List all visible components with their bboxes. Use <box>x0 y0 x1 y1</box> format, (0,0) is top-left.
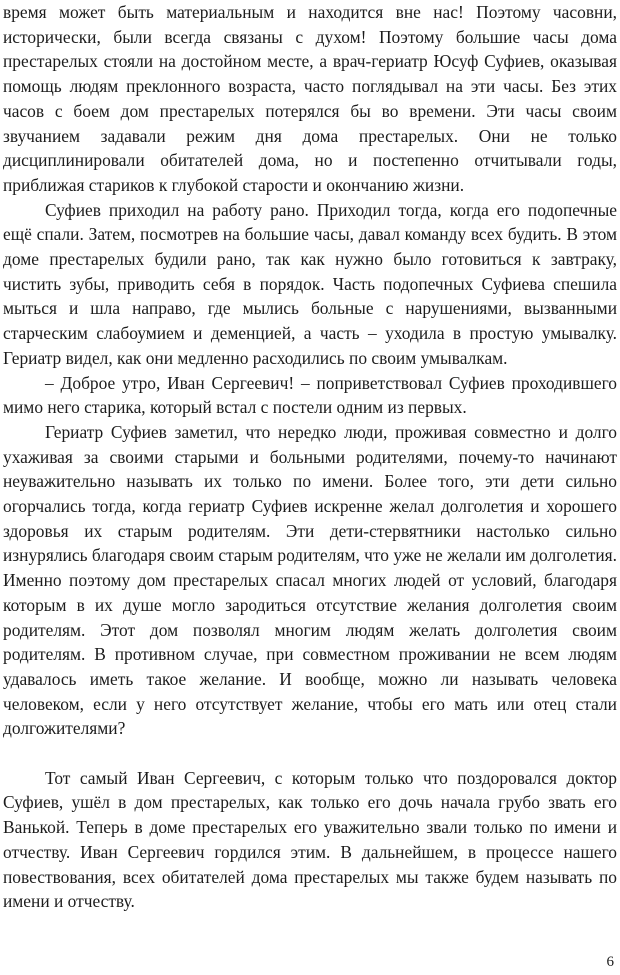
paragraph-continuation: время может быть материальным и находится вне нас! Поэтому часовни, исторически, были всегда связаны с духом! Поэтому большие часы дома престарелых стояли на достойном месте, а врач-гериатр Юсуф Суфиев, оказывая помощь людям преклонного возраста, часто поглядывал на эти часы. Без этих часов с боем дом престарелых потерялся бы во времени. Эти часы своим звучанием задавали режим дня дома престарелых. Они не только дисциплинировали обитателей дома, но и постепенно отчитывали годы, приближая стариков к глубокой старости и окончанию жизни. <box>3 2 617 195</box>
document-page <box>3 0 617 914</box>
paragraph-ivan-sergeevich: Тот самый Иван Сергеевич, с которым только что поздоровался доктор Суфиев, ушёл в дом престарелых, как только его дочь начала грубо звать его Ванькой. Теперь в доме престарелых его уважительно звали только по имени и отчеству. Иван Сергеевич гордился этим. В дальнейшем, в процессе нашего повествования, всех обитателей дома престарелых мы также будем называть по имени и отчеству. <box>3 767 617 912</box>
paragraph-greeting: – Доброе утро, Иван Сергеевич! – поприветствовал Суфиев проходившего мимо него старика, который встал с постели одним из первых. <box>3 372 617 418</box>
page-number: 6 <box>606 954 614 970</box>
paragraph-observation: Гериатр Суфиев заметил, что нередко люди, проживая совместно и долго ухаживая за своими старыми и больными родителями, почему-то начинают неуважительно называть их только по имени. Более того, эти дети сильно огорчались тогда, когда гериатр Суфиев искренне желал долголетия и хорошего здоровья их старым родителям. Эти дети-стервятники настолько сильно изнурялись благодаря своим старым родителям, что уже не желали им долголетия. Именно поэтому дом престарелых спасал многих людей от условий, благодаря которым в их душе могло зародиться отсутствие желания долголетия своим родителям. Этот дом позволял многим людям желать долголетия своим родителям. В противном случае, при совместном проживании не всем людям удавалось иметь такое желание. И вообще, можно ли называть человека человеком, если у него отсутствует желание, чтобы его мать или отец стали долгожителями? <box>3 421 617 739</box>
paragraph-gap <box>3 741 617 766</box>
paragraph-sufiev-arrival: Суфиев приходил на работу рано. Приходил тогда, когда его подопечные ещё спали. Затем, посмотрев на большие часы, давал команду всех будить. В этом доме престарелых будили рано, так как нужно было готовиться к завтраку, чистить зубы, приводить себя в порядок. Часть подопечных Суфиева спешила мыться и шла направо, где мылись больные с нарушениями, вызванными старческим слабоумием и деменцией, а часть – уходила в простую умывалку. Гериатр видел, как они медленно расходились по своим умывалкам. <box>3 199 617 368</box>
